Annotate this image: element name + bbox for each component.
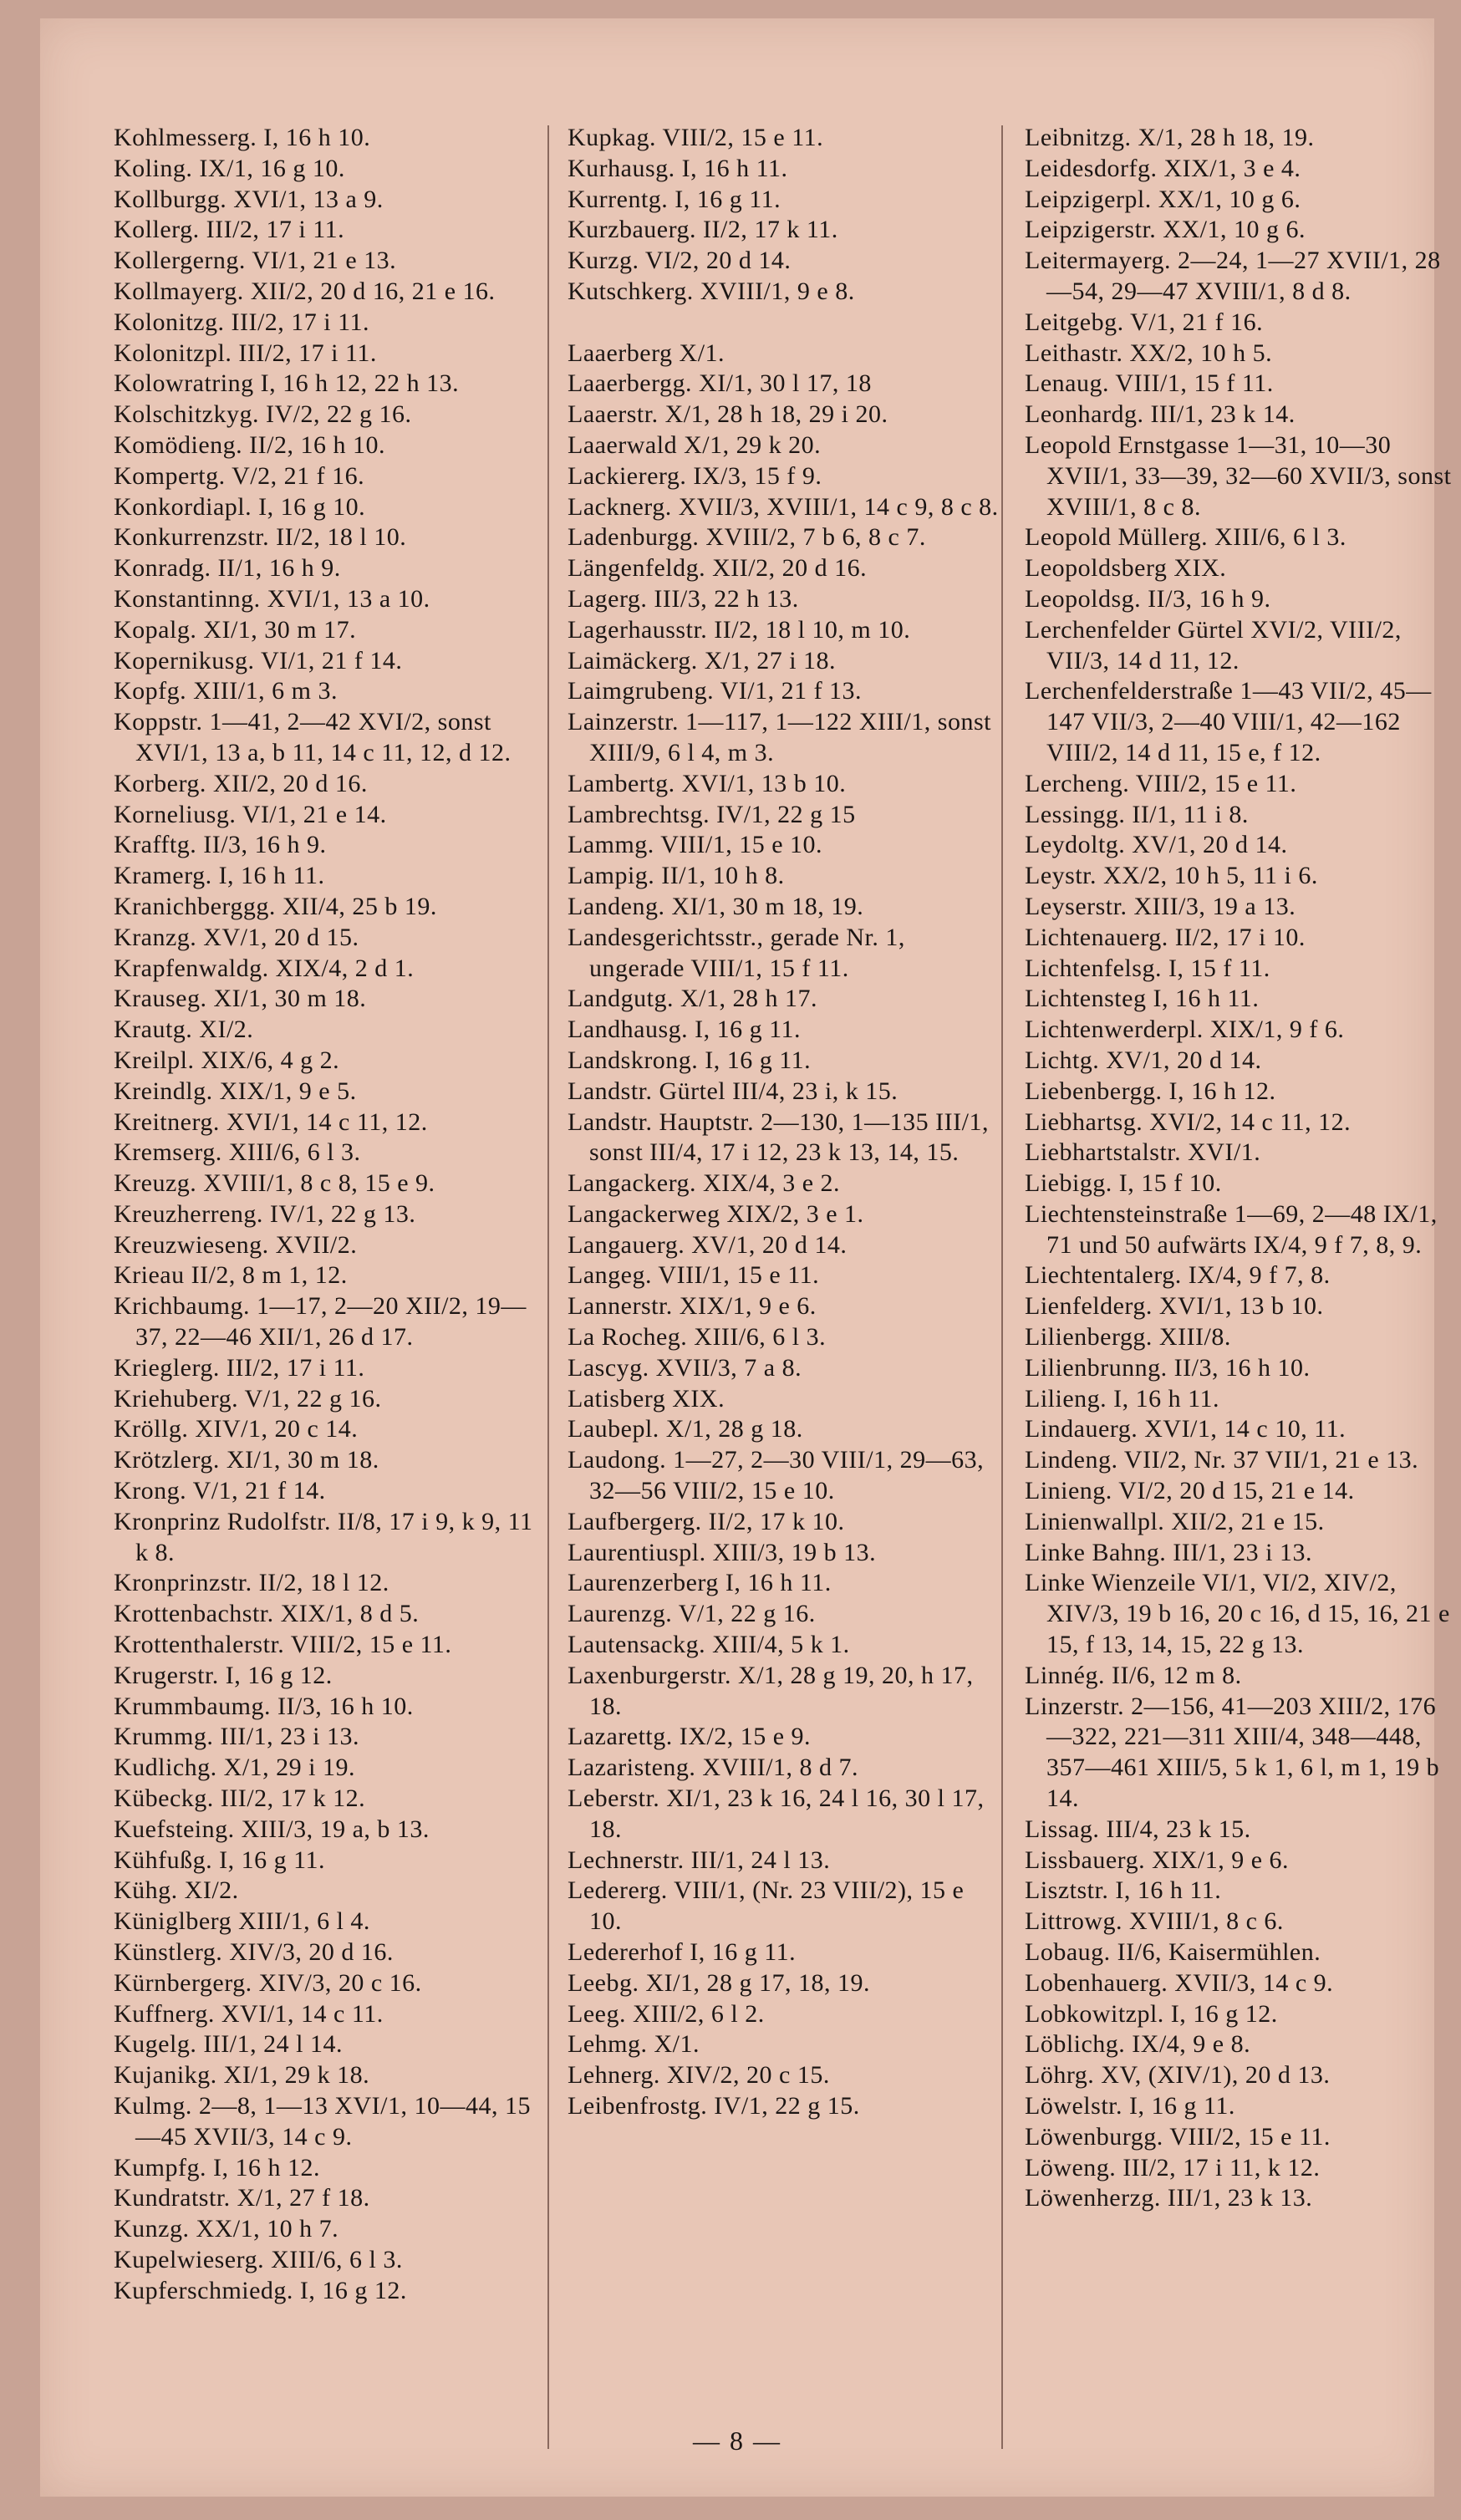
street-entry: Kuefsteing. XIII/3, 19 a, b 13. [114,1815,430,1843]
street-entry: Lagerhausstr. II/2, 18 l 10, m 10. [568,615,911,644]
street-entry: Lehmg. X/1. [568,2030,700,2059]
street-entry: Liebenbergg. I, 16 h 12. [1025,1077,1276,1105]
column-3 [1025,123,1458,2214]
street-entry: Krong. V/1, 21 f 14. [114,1477,326,1505]
street-entry: Laaerwald X/1, 29 k 20. [568,430,822,459]
street-entry: Lacknerg. XVII/3, XVIII/1, 14 c 9, 8 c 8. [568,492,999,521]
street-entry: Linke Bahng. III/1, 23 i 13. [1025,1538,1312,1566]
street-entry: Kollmayerg. XII/2, 20 d 16, 21 e 16. [114,277,496,305]
street-entry: Latisberg XIX. [568,1384,725,1413]
street-entry: Lechnerstr. III/1, 24 l 13. [568,1845,831,1874]
street-entry: Krauseg. XI/1, 30 m 18. [114,985,367,1013]
street-entry: Lobenhauerg. XVII/3, 14 c 9. [1025,1968,1334,1997]
street-entry: Kröllg. XIV/1, 20 c 14. [114,1415,359,1443]
street-entry: Leibenfrostg. IV/1, 22 g 15. [568,2092,860,2120]
street-entry: Leystr. XX/2, 10 h 5, 11 i 6. [1025,862,1318,890]
street-entry: Kolowratring I, 16 h 12, 22 h 13. [114,369,460,398]
street-entry: Kohlmesserg. I, 16 h 10. [114,124,371,151]
street-entry: Kreitnerg. XVI/1, 14 c 11, 12. [114,1107,428,1136]
street-entry: Koling. IX/1, 16 g 10. [114,154,345,182]
street-entry: Kurzg. VI/2, 20 d 14. [568,247,792,275]
street-entry: Krummg. III/1, 23 i 13. [114,1723,359,1751]
street-entry: Kramerg. I, 16 h 11. [114,862,325,890]
street-entry: Liebhartstalstr. XVI/1. [1025,1138,1261,1167]
street-entry: Kupelwieserg. XIII/6, 6 l 3. [114,2245,403,2273]
street-entry: Konkurrenzstr. II/2, 18 l 10. [114,523,407,552]
street-entry: Krottenbachstr. XIX/1, 8 d 5. [114,1600,420,1628]
directory-page [40,18,1452,2497]
page-number: — 8 — [693,2426,781,2456]
street-entry: Kreuzherreng. IV/1, 22 g 13. [114,1199,416,1228]
column-divider [1001,125,1003,2449]
street-entry: Lichtensteg I, 16 h 11. [1025,985,1260,1013]
street-entry: Konkordiapl. I, 16 g 10. [114,492,366,521]
street-entry: Landhausg. I, 16 g 11. [568,1016,802,1044]
street-entry: Linieng. VI/2, 20 d 15, 21 e 14. [1025,1477,1355,1505]
street-entry: Kundratstr. X/1, 27 f 18. [114,2184,370,2212]
street-entry: Löweng. III/2, 17 i 11, k 12. [1025,2153,1321,2181]
street-entry: Kumpfg. I, 16 h 12. [114,2153,320,2181]
street-entry: Laimgrubeng. VI/1, 21 f 13. [568,677,863,705]
column-1 [114,123,547,2307]
street-entry: Komödieng. II/2, 16 h 10. [114,430,385,459]
street-entry: Laurenzg. V/1, 22 g 16. [568,1600,816,1628]
street-entry: Lessingg. II/1, 11 i 8. [1025,800,1249,828]
street-entry: Liebigg. I, 15 f 10. [1025,1169,1222,1198]
street-entry: Langeg. VIII/1, 15 e 11. [568,1261,820,1290]
street-entry: Lindauerg. XVI/1, 14 c 10, 11. [1025,1415,1346,1443]
street-entry: Kreuzg. XVIII/1, 8 c 8, 15 e 9. [114,1169,435,1198]
street-entry: Lenaug. VIII/1, 15 f 11. [1025,369,1274,398]
street-entry: Leithastr. XX/2, 10 h 5. [1025,339,1273,367]
street-entry: Leopoldsg. II/3, 16 h 9. [1025,584,1271,613]
street-entry: Leopoldsberg XIX. [1025,554,1227,583]
street-entry: Leydoltg. XV/1, 20 d 14. [1025,831,1288,859]
street-entry: Krummbaumg. II/3, 16 h 10. [114,1692,414,1720]
street-entry: Landstr. Hauptstr. 2—130, 1—135 III/1, sonst III/4, 17 i 12, 23 k 13, 14, 15. [568,1107,989,1167]
street-entry: Leitgebg. V/1, 21 f 16. [1025,308,1264,336]
street-entry: Langackerweg XIX/2, 3 e 1. [568,1199,864,1228]
street-entry: Lampig. II/1, 10 h 8. [568,862,785,890]
street-entry: Kutschkerg. XVIII/1, 9 e 8. [568,277,855,305]
street-entry: Kopalg. XI/1, 30 m 17. [114,615,357,644]
street-entry: Lichtenauerg. II/2, 17 i 10. [1025,923,1306,951]
street-entry: Konradg. II/1, 16 h 9. [114,554,341,583]
street-entry: Leibnitzg. X/1, 28 h 18, 19. [1025,124,1315,151]
street-entry: Lambrechtsg. IV/1, 22 g 15 [568,800,856,828]
street-entry: Leipzigerstr. XX/1, 10 g 6. [1025,216,1306,244]
street-entry: Lammg. VIII/1, 15 e 10. [568,831,823,859]
street-entry: Lercheng. VIII/2, 15 e 11. [1025,769,1297,797]
street-entry: Kübeckg. III/2, 17 k 12. [114,1784,366,1813]
street-entry: Landesgerichtsstr., gerade Nr. 1, ungerade VIII/1, 15 f 11. [568,923,905,982]
street-entry: Kolschitzkyg. IV/2, 22 g 16. [114,400,412,429]
street-entry: Krautg. XI/2. [114,1016,254,1044]
street-entry: Laaerberg X/1. [568,339,725,367]
street-entry: Löwelstr. I, 16 g 11. [1025,2092,1235,2120]
street-entry: Linienwallpl. XII/2, 21 e 15. [1025,1507,1325,1535]
street-entry: Krugerstr. I, 16 g 12. [114,1661,333,1689]
street-entry: Korberg. XII/2, 20 d 16. [114,769,368,797]
street-entry: Laaerstr. X/1, 28 h 18, 29 i 20. [568,400,888,429]
street-entry: Lerchenfelder Gürtel XVI/2, VIII/2, VII/3, 14 d 11, 12. [1025,615,1402,675]
street-entry: Kürnbergerg. XIV/3, 20 c 16. [114,1968,422,1997]
street-entry: Lautensackg. XIII/4, 5 k 1. [568,1631,850,1659]
street-entry: Kühfußg. I, 16 g 11. [114,1845,326,1874]
street-entry: Kuffnerg. XVI/1, 14 c 11. [114,1999,384,2028]
street-entry: Kranzg. XV/1, 20 d 15. [114,923,359,951]
street-entry: Kollergerng. VI/1, 21 e 13. [114,247,397,275]
street-entry: Lissag. III/4, 23 k 15. [1025,1815,1251,1843]
street-entry: Kremserg. XIII/6, 6 l 3. [114,1138,361,1167]
street-entry: Lilienbergg. XIII/8. [1025,1323,1231,1352]
street-entry: Kolonitzpl. III/2, 17 i 11. [114,339,377,367]
street-entry: Kugelg. III/1, 24 l 14. [114,2030,343,2059]
street-entry: Laubepl. X/1, 28 g 18. [568,1415,803,1443]
street-entry: Linzerstr. 2—156, 41—203 XIII/2, 176—322, 221—311 XIII/4, 348—448, 357—461 XIII/5, 5 k 1, 6 l, m 1, 19 b 14. [1025,1692,1440,1813]
street-entry: Löwenburgg. VIII/2, 15 e 11. [1025,2122,1331,2151]
street-entry: Lazaristeng. XVIII/1, 8 d 7. [568,1754,859,1782]
street-entry: Löhrg. XV, (XIV/1), 20 d 13. [1025,2061,1331,2090]
street-entry: Liechtensteinstraße 1—69, 2—48 IX/1, 71 und 50 aufwärts IX/4, 9 f 7, 8, 9. [1025,1199,1438,1259]
street-entry: Lilieng. I, 16 h 11. [1025,1384,1220,1413]
street-entry: Krieau II/2, 8 m 1, 12. [114,1261,348,1290]
street-entry: Korneliusg. VI/1, 21 e 14. [114,800,387,828]
street-entry: Leebg. XI/1, 28 g 17, 18, 19. [568,1968,870,1997]
street-entry: Löblichg. IX/4, 9 e 8. [1025,2030,1251,2059]
street-entry: Lagerg. III/3, 22 h 13. [568,584,799,613]
street-entry: Landskrong. I, 16 g 11. [568,1046,812,1074]
street-entry: Kriehuberg. V/1, 22 g 16. [114,1384,382,1413]
street-entry: Längenfeldg. XII/2, 20 d 16. [568,554,868,583]
street-entry: Leidesdorfg. XIX/1, 3 e 4. [1025,154,1301,182]
street-entry: Linnég. II/6, 12 m 8. [1025,1661,1242,1689]
street-entry: Laurentiuspl. XIII/3, 19 b 13. [568,1538,877,1566]
street-entry: Lienfelderg. XVI/1, 13 b 10. [1025,1292,1324,1321]
street-entry: Kolonitzg. III/2, 17 i 11. [114,308,370,336]
street-entry: Krottenthalerstr. VIII/2, 15 e 11. [114,1631,452,1659]
street-entry: Lissbauerg. XIX/1, 9 e 6. [1025,1845,1290,1874]
street-entry: Lichtenfelsg. I, 15 f 11. [1025,954,1270,982]
street-entry: Leyserstr. XIII/3, 19 a 13. [1025,892,1296,920]
street-entry: Kollburgg. XVI/1, 13 a 9. [114,185,384,213]
street-entry: Kurhausg. I, 16 h 11. [568,154,788,182]
street-entry: Landgutg. X/1, 28 h 17. [568,985,817,1013]
street-entry: Krötzlerg. XI/1, 30 m 18. [114,1446,379,1474]
street-entry: Konstantinng. XVI/1, 13 a 10. [114,584,430,613]
street-entry: Lindeng. VII/2, Nr. 37 VII/1, 21 e 13. [1025,1446,1419,1474]
street-entry: Kopfg. XIII/1, 6 m 3. [114,677,338,705]
street-entry: Leberstr. XI/1, 23 k 16, 24 l 16, 30 l 17, 18. [568,1784,985,1843]
street-entry: Lichtenwerderpl. XIX/1, 9 f 6. [1025,1016,1345,1044]
street-entry: Lambertg. XVI/1, 13 b 10. [568,769,847,797]
street-entry: Langauerg. XV/1, 20 d 14. [568,1230,848,1259]
street-entry: Löwenherzg. III/1, 23 k 13. [1025,2184,1313,2212]
street-entry: Kujanikg. XI/1, 29 k 18. [114,2061,370,2090]
street-entry: Kurzbauerg. II/2, 17 k 11. [568,216,838,244]
column-2 [568,123,1002,2122]
street-entry: Leeg. XIII/2, 6 l 2. [568,1999,765,2028]
street-entry: Lannerstr. XIX/1, 9 e 6. [568,1292,817,1321]
street-entry: Krafftg. II/3, 16 h 9. [114,831,327,859]
street-entry: Kreuzwieseng. XVII/2. [114,1230,358,1259]
street-entry: Leitermayerg. 2—24, 1—27 XVII/1, 28—54, 29—47 XVIII/1, 8 d 8. [1025,247,1441,305]
street-entry: Linke Wienzeile VI/1, VI/2, XIV/2, XIV/3, 19 b 16, 20 c 16, d 15, 16, 21 e 15, f 13, 14, 15, 22 g 13. [1025,1569,1450,1659]
street-entry: Langackerg. XIX/4, 3 e 2. [568,1169,841,1198]
street-entry: Kreindlg. XIX/1, 9 e 5. [114,1077,357,1105]
street-entry: Kühg. XI/2. [114,1876,239,1905]
street-entry: Laurenzerberg I, 16 h 11. [568,1569,832,1597]
street-entry: Lainzerstr. 1—117, 1—122 XIII/1, sonst XIII/9, 6 l 4, m 3. [568,708,991,766]
street-entry: Lisztstr. I, 16 h 11. [1025,1876,1222,1905]
street-entry: Ledererg. VIII/1, (Nr. 23 VIII/2), 15 e 10. [568,1876,965,1936]
street-entry: Koppstr. 1—41, 2—42 XVI/2, sonst XVI/1, 13 a, b 11, 14 c 11, 12, d 12. [114,708,512,766]
street-entry: Leopold Müllerg. XIII/6, 6 l 3. [1025,523,1346,552]
street-entry: Küniglberg XIII/1, 6 l 4. [114,1907,370,1936]
street-entry: Kudlichg. X/1, 29 i 19. [114,1754,355,1782]
street-entry: Ladenburgg. XVIII/2, 7 b 6, 8 c 7. [568,523,926,552]
street-entry: Kollerg. III/2, 17 i 11. [114,216,345,244]
street-entry: Kopernikusg. VI/1, 21 f 14. [114,646,403,675]
street-entry: Laimäckerg. X/1, 27 i 18. [568,646,837,675]
street-entry: Lehnerg. XIV/2, 20 c 15. [568,2061,830,2090]
street-entry: Kupkag. VIII/2, 15 e 11. [568,124,824,151]
street-entry: Lichtg. XV/1, 20 d 14. [1025,1046,1262,1074]
street-entry: Krapfenwaldg. XIX/4, 2 d 1. [114,954,415,982]
street-entry: Leonhardg. III/1, 23 k 14. [1025,400,1296,429]
street-entry: Lerchenfelderstraße 1—43 VII/2, 45—147 VII/3, 2—40 VIII/1, 42—162 VIII/2, 14 d 11, 15 e, f 12. [1025,677,1432,766]
column-divider [547,125,549,2449]
street-entry: Kreilpl. XIX/6, 4 g 2. [114,1046,340,1074]
street-entry: La Rocheg. XIII/6, 6 l 3. [568,1323,827,1352]
street-entry: Landeng. XI/1, 30 m 18, 19. [568,892,864,920]
street-entry: Littrowg. XVIII/1, 8 c 6. [1025,1907,1284,1936]
street-entry: Kronprinzstr. II/2, 18 l 12. [114,1569,389,1597]
street-entry: Lobkowitzpl. I, 16 g 12. [1025,1999,1278,2028]
street-entry: Leipzigerpl. XX/1, 10 g 6. [1025,185,1301,213]
street-entry: Lascyg. XVII/3, 7 a 8. [568,1353,802,1382]
street-entry: Kompertg. V/2, 21 f 16. [114,461,365,490]
street-entry: Landstr. Gürtel III/4, 23 i, k 15. [568,1077,898,1105]
street-entry: Kulmg. 2—8, 1—13 XVI/1, 10—44, 15—45 XVII/3, 14 c 9. [114,2092,531,2151]
street-entry: Lilienbrunng. II/3, 16 h 10. [1025,1353,1311,1382]
street-entry: Kurrentg. I, 16 g 11. [568,185,781,213]
street-entry: Laxenburgerstr. X/1, 28 g 19, 20, h 17, 18. [568,1661,974,1720]
street-entry: Kranichberggg. XII/4, 25 b 19. [114,892,437,920]
street-entry: Liebhartsg. XVI/2, 14 c 11, 12. [1025,1107,1352,1136]
street-entry: Kronprinz Rudolfstr. II/8, 17 i 9, k 9, 11 k 8. [114,1507,533,1566]
street-entry: Krieglerg. III/2, 17 i 11. [114,1353,365,1382]
street-entry: Laufbergerg. II/2, 17 k 10. [568,1507,845,1535]
street-entry: Leopold Ernstgasse 1—31, 10—30 XVII/1, 33—39, 32—60 XVII/3, sonst XVIII/1, 8 c 8. [1025,430,1452,521]
street-entry: Lobaug. II/6, Kaisermühlen. [1025,1938,1321,1967]
street-entry: Ledererhof I, 16 g 11. [568,1938,797,1967]
street-entry: Künstlerg. XIV/3, 20 d 16. [114,1938,394,1967]
street-entry: Kunzg. XX/1, 10 h 7. [114,2215,339,2243]
street-entry: Laudong. 1—27, 2—30 VIII/1, 29—63, 32—56 VIII/2, 15 e 10. [568,1446,985,1505]
section-gap [568,308,1002,339]
street-entry: Kupferschmiedg. I, 16 g 12. [114,2276,407,2304]
street-entry: Laaerbergg. XI/1, 30 l 17, 18 [568,369,872,398]
street-entry: Krichbaumg. 1—17, 2—20 XII/2, 19—37, 22—46 XII/1, 26 d 17. [114,1292,527,1352]
street-entry: Liechtentalerg. IX/4, 9 f 7, 8. [1025,1261,1331,1290]
street-entry: Lazarettg. IX/2, 15 e 9. [568,1723,812,1751]
street-entry: Lackiererg. IX/3, 15 f 9. [568,461,822,490]
